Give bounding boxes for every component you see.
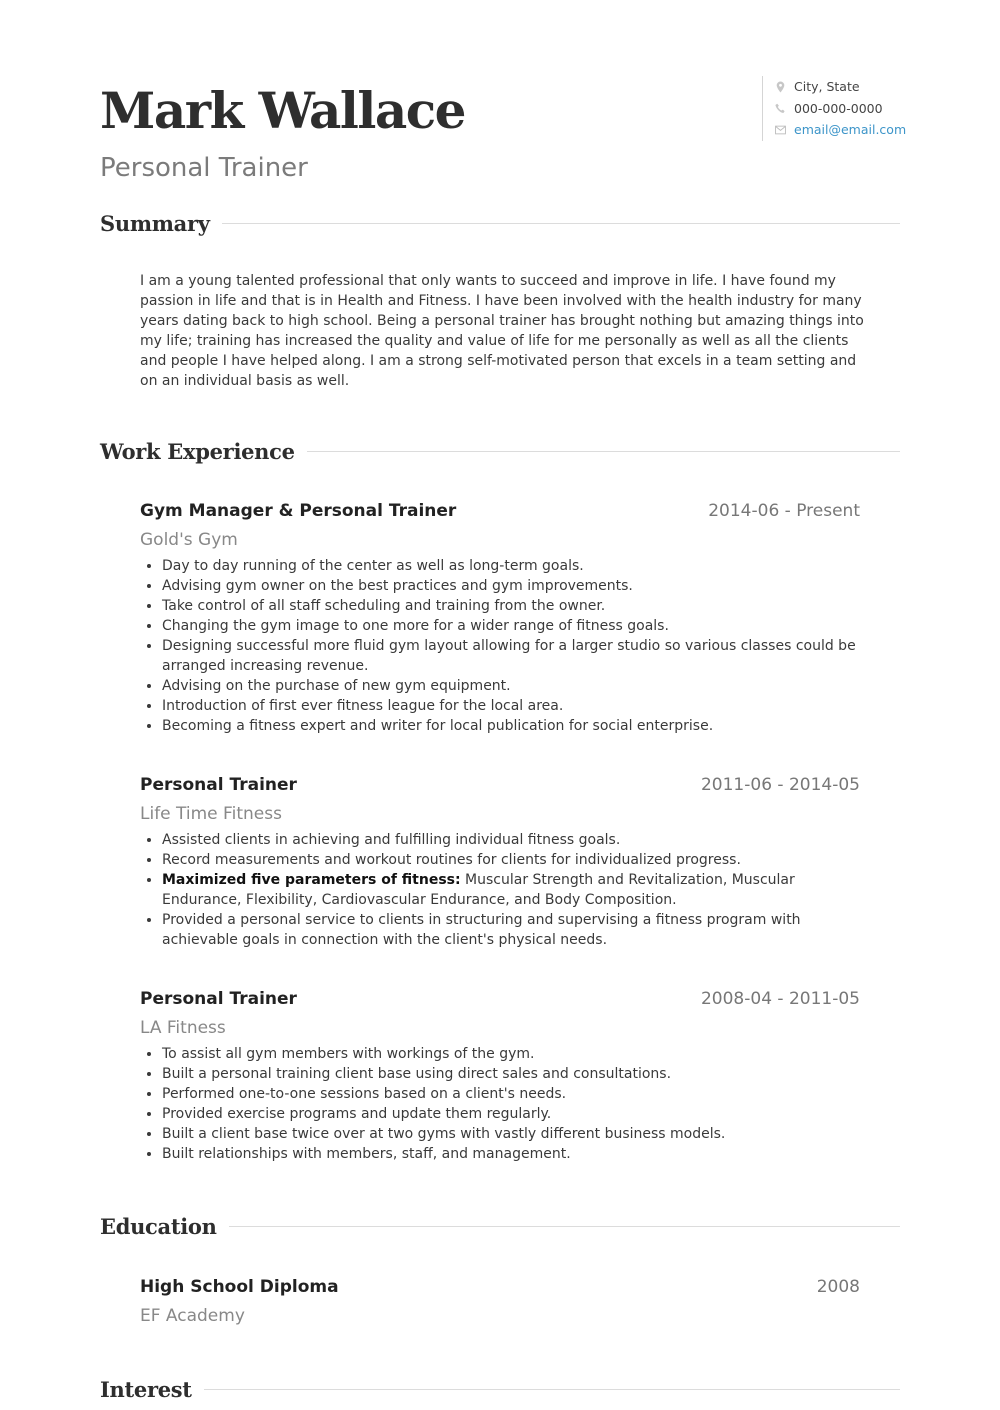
contact-location [775, 76, 935, 98]
bullet-item: • Advising gym owner on the best practices and gym improvements. [162, 576, 860, 596]
candidate-title: Personal Trainer [100, 153, 308, 183]
phone-icon [775, 102, 786, 115]
job-bullets [140, 830, 860, 950]
bullet-item: • Changing the gym image to one more for a wider range of fitness goals. [162, 616, 860, 636]
bullet-item: • Provided exercise programs and update them regularly. [162, 1104, 860, 1124]
job-title: Personal Trainer [140, 775, 297, 795]
job-bullets [140, 556, 860, 736]
bullet-item: • Built a personal training client base using direct sales and consultations. [162, 1064, 860, 1084]
phone-text: 000-000-0000 [794, 100, 883, 116]
bullet-item: • Assisted clients in achieving and fulfilling individual fitness goals. [162, 830, 860, 850]
section-divider [222, 223, 900, 224]
bullet-item: • Advising on the purchase of new gym equipment. [162, 676, 860, 696]
bullet-item: • Built relationships with members, staff, and management. [162, 1144, 860, 1164]
bullet-item: • Designing successful more fluid gym layout allowing for a larger studio so various classes could be arranged increasing revenue. [162, 636, 860, 676]
job-entry [140, 772, 860, 950]
contact-phone [775, 98, 935, 120]
section-divider [307, 451, 900, 452]
bullet-bold-label: Maximized five parameters of fitness: [162, 872, 461, 888]
school-name: EF Academy [140, 1306, 245, 1326]
job-title: Gym Manager & Personal Trainer [140, 501, 457, 521]
education-year: 2008 [816, 1277, 860, 1297]
candidate-name: Mark Wallace [100, 81, 465, 140]
degree-title: High School Diploma [140, 1277, 339, 1297]
summary-section-header [100, 206, 900, 240]
job-date: 2011-06 - 2014-05 [700, 775, 860, 795]
interest-section-header [100, 1372, 900, 1406]
job-date: 2014-06 - Present [708, 501, 860, 521]
section-title-interest: Interest [100, 1376, 192, 1402]
bullet-item: • Day to day running of the center as well as long-term goals. [162, 556, 860, 576]
contact-block [762, 76, 935, 141]
section-title-work-experience: Work Experience [100, 438, 295, 464]
contact-email[interactable] [775, 119, 935, 141]
work-section-header [100, 434, 900, 468]
bullet-item: • Performed one-to-one sessions based on a client's needs. [162, 1084, 860, 1104]
bullet-item: • Provided a personal service to clients in structuring and supervising a fitness program with achievable goals in connection with the client's physical needs. [162, 910, 860, 950]
job-date: 2008-04 - 2011-05 [700, 989, 860, 1009]
bullet-text: Muscular Strength and Revitalization, Muscular Endurance, Flexibility, Cardiovascular Endurance, and Body Composition. [162, 872, 795, 908]
bullet-item [162, 870, 860, 910]
job-entry [140, 986, 860, 1164]
job-company: LA Fitness [140, 1018, 226, 1038]
email-link[interactable]: email@email.com [794, 122, 907, 138]
bullet-item: • To assist all gym members with workings of the gym. [162, 1044, 860, 1064]
job-company: Life Time Fitness [140, 804, 282, 824]
bullet-item: • Record measurements and workout routines for clients for individualized progress. [162, 850, 860, 870]
bullet-item: • Built a client base twice over at two gyms with vastly different business models. [162, 1124, 860, 1144]
section-divider [204, 1389, 900, 1390]
education-section-header [100, 1209, 900, 1243]
section-title-education: Education [100, 1213, 217, 1239]
job-bullets [140, 1044, 860, 1164]
section-title-summary: Summary [100, 210, 210, 236]
map-pin-icon [775, 80, 786, 93]
bullet-item: • Becoming a fitness expert and writer for local publication for social enterprise. [162, 716, 860, 736]
job-entry [140, 498, 860, 736]
bullet-item: • Take control of all staff scheduling and training from the owner. [162, 596, 860, 616]
section-divider [229, 1226, 900, 1227]
envelope-icon [775, 123, 786, 136]
summary-text: I am a young talented professional that only wants to succeed and improve in life. I have found my passion in life and that is in Health and Fitness. I have been involved with the health industry for many years dating back to high school. Being a personal trainer has brought nothing but amazing things into my life; training has increased the quality and value of life for me personally as well as all the clients and people I have helped along. I am a strong self-motivated person that excels in a team setting and on an individual basis as well. [140, 273, 864, 389]
job-company: Gold's Gym [140, 530, 238, 550]
bullet-item: • Introduction of first ever fitness league for the local area. [162, 696, 860, 716]
job-title: Personal Trainer [140, 989, 297, 1009]
education-entry [140, 1274, 860, 1332]
location-text: City, State [794, 79, 860, 95]
